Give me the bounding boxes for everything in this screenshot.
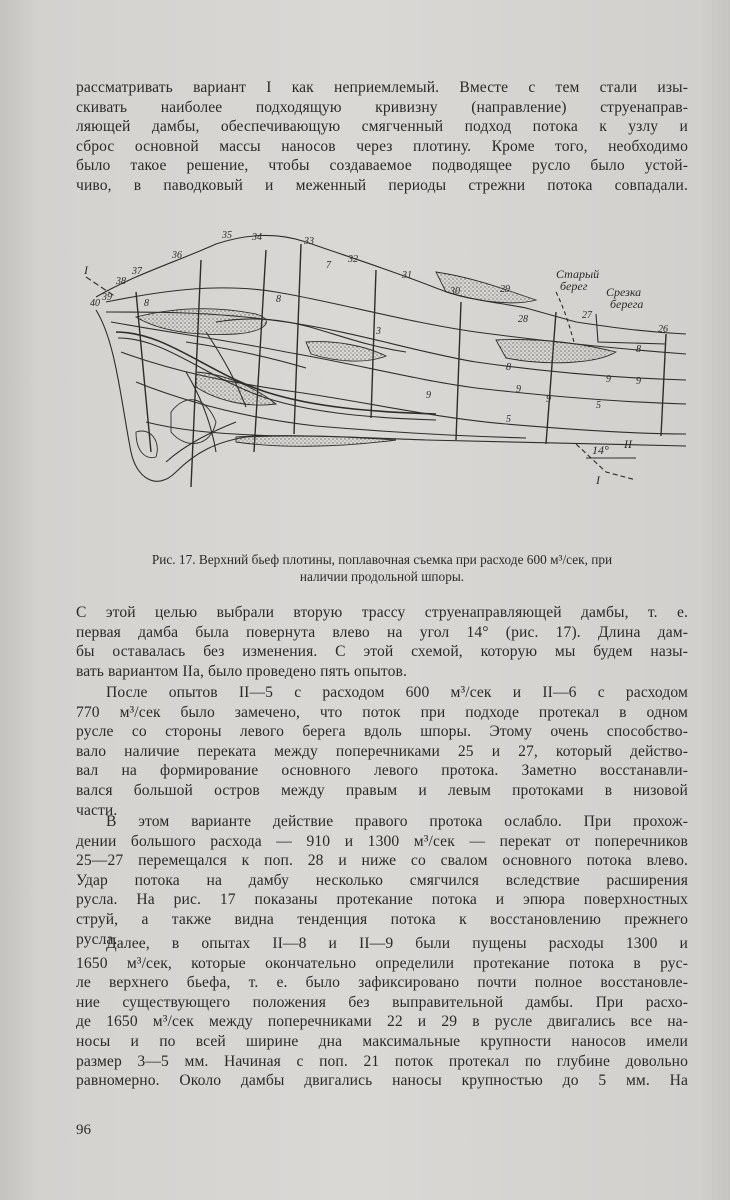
sandbar: [236, 436, 396, 447]
text-line: 1650 м³/сек, которые окончательно определили протекание потока в рус-: [76, 954, 688, 972]
section-i-top-label: I: [84, 263, 88, 277]
cut-bank-label-line1: Срезка: [606, 285, 642, 299]
cross-section-line: [456, 302, 461, 440]
text-line: вало наличие переката между поперечниками 25 и 27, который действо-: [76, 742, 688, 760]
contour-label: 5: [596, 400, 601, 411]
text-line: бы оставалась без изменения. С этой схемой, которую мы будем назы-: [76, 643, 688, 661]
cross-section-number: 40: [90, 298, 100, 309]
contour-label: 7: [326, 260, 331, 271]
text-line: рассматривать вариант I как неприемлемый. Вместе с тем стали изы-: [76, 79, 688, 96]
text-line: Далее, в опытах II—8 и II—9 были пущены расходы 1300 и: [106, 935, 688, 952]
paragraph-5: [76, 934, 688, 1091]
contour-label: 9: [546, 394, 551, 405]
cross-section-number: 26: [658, 324, 668, 335]
cross-section-number: 38: [116, 276, 126, 287]
text-line: Удар потока на дамбу несколько смягчился вследствие расширения: [76, 871, 688, 889]
cross-section-line: [254, 250, 266, 452]
cross-section-number: 39: [102, 292, 112, 303]
caption-line: Рис. 17. Верхний бьеф плотины, поплавочная съемка при расходе 600 м³/сек, при: [151, 552, 613, 567]
text-line: ние существующего положения без выправительной дамбы. При расхо-: [76, 993, 688, 1011]
island: [136, 431, 157, 458]
contour-label: 8: [276, 294, 281, 305]
cross-section-number: 35: [222, 230, 232, 241]
text-line: 25—27 перемещался к поп. 28 и ниже со свалом основного потока влево.: [76, 852, 688, 870]
old-bank-label-line2: берег: [560, 279, 588, 293]
figure-17-river-diagram: [76, 222, 696, 542]
page-number: 96: [76, 1122, 91, 1138]
contour-label: 8: [636, 344, 641, 355]
text-line: носы и по всей ширине дна максимальные крупности наносов имели: [76, 1032, 688, 1050]
cross-section-line: [294, 244, 301, 434]
contour-label: 8: [144, 298, 149, 309]
cross-section-line: [661, 334, 666, 436]
paragraph-4: [76, 812, 688, 949]
text-line: дении большого расхода — 910 и 1300 м³/сек — перекат от поперечников: [76, 832, 688, 850]
cross-section-number: 32: [348, 254, 358, 265]
cross-section-number: 33: [304, 236, 314, 247]
cross-section-number: 34: [252, 232, 262, 243]
text-line: ляющей дамбы, обеспечивающую смягченный подход потока к узлу и: [76, 118, 688, 136]
cross-section-number: 28: [518, 314, 528, 325]
text-line: русла.: [76, 930, 118, 948]
figure-caption: [76, 551, 688, 585]
sandbar: [136, 309, 266, 335]
text-line: струй, а также видна тенденция потока к восстановлению прежнего: [76, 910, 688, 928]
text-line: В этом варианте действие правого протока ослабло. При прохож-: [106, 813, 688, 830]
cross-section-number: 29: [500, 284, 510, 295]
contour-label: 3: [376, 326, 381, 337]
angle-label: 14°: [592, 443, 609, 457]
paragraph-2: [76, 603, 688, 681]
contour-label: 5: [506, 414, 511, 425]
cross-section-number: 37: [132, 266, 142, 277]
text-line: первая дамба была повернута влево на угол 14° (рис. 17). Длина дам-: [76, 623, 688, 641]
text-line: было такое решение, чтобы создаваемое подводящее русло было устой-: [76, 157, 688, 175]
cross-section-number: 36: [172, 250, 182, 261]
contour-label: 8: [506, 362, 511, 373]
text-line: русле со стороны левого берега вдоль шпоры. Этому очень способство-: [76, 723, 688, 741]
cross-section-number: 30: [450, 286, 460, 297]
contour-label: 9: [606, 374, 611, 385]
contour-label: 9: [426, 390, 431, 401]
text-line: равномерно. Около дамбы двигались наносы крупностью до 5 мм. На: [76, 1072, 688, 1090]
section-ii-label: II: [624, 437, 632, 451]
text-line: части.: [76, 801, 118, 819]
cross-section-number: 27: [582, 310, 592, 321]
text-line: ле верхнего бьефа, т. е. было зафиксировано почти полное восстановле-: [76, 974, 688, 992]
text-line: де 1650 м³/сек между поперечниками 22 и 29 в русле двигались все на-: [76, 1013, 688, 1031]
paragraph-1: [76, 78, 688, 196]
text-line: русла. На рис. 17 показаны протекание потока и эпюра поверхностных: [76, 891, 688, 909]
text-line: вать вариантом IIа, было проведено пять опытов.: [76, 662, 408, 680]
text-line: чиво, в паводковый и меженный периоды стрежни потока совпадали.: [76, 176, 688, 194]
cut-bank-label-line2: берега: [610, 297, 644, 311]
levee-line: [116, 332, 436, 414]
text-line: вал на формирование основного левого протока. Заметно восстанавли-: [76, 762, 688, 780]
paragraph-3: [76, 683, 688, 820]
sandbar: [196, 372, 276, 405]
text-line: После опытов II—5 с расходом 600 м³/сек и II—6 с расходом: [106, 684, 688, 701]
text-line: сброс основной массы наносов через плотину. Кроме того, необходимо: [76, 137, 688, 155]
cross-section-line: [546, 312, 556, 444]
caption-line: наличии продольной шпоры.: [299, 569, 465, 584]
cross-section-line: [371, 270, 376, 418]
text-line: вался большой остров между правым и левым протоками в низовой: [76, 781, 688, 799]
section-i-bottom-label: I: [596, 473, 600, 487]
cross-section-number: 31: [402, 270, 412, 281]
text-line: размер 3—5 мм. Начиная с поп. 21 поток протекал по глубине довольно: [76, 1052, 688, 1070]
contour-label: 9: [516, 384, 521, 395]
sandbar: [496, 340, 616, 363]
text-line: С этой целью выбрали вторую трассу струенаправляющей дамбы, т. е.: [76, 604, 688, 621]
old-bank-label-line1: Старый: [556, 267, 600, 281]
text-line: скивать наиболее подходящую кривизну (направление) струенаправ-: [76, 98, 688, 116]
contour-label: 9: [636, 376, 641, 387]
text-line: 770 м³/сек было замечено, что поток при подходе протекал в одном: [76, 703, 688, 721]
